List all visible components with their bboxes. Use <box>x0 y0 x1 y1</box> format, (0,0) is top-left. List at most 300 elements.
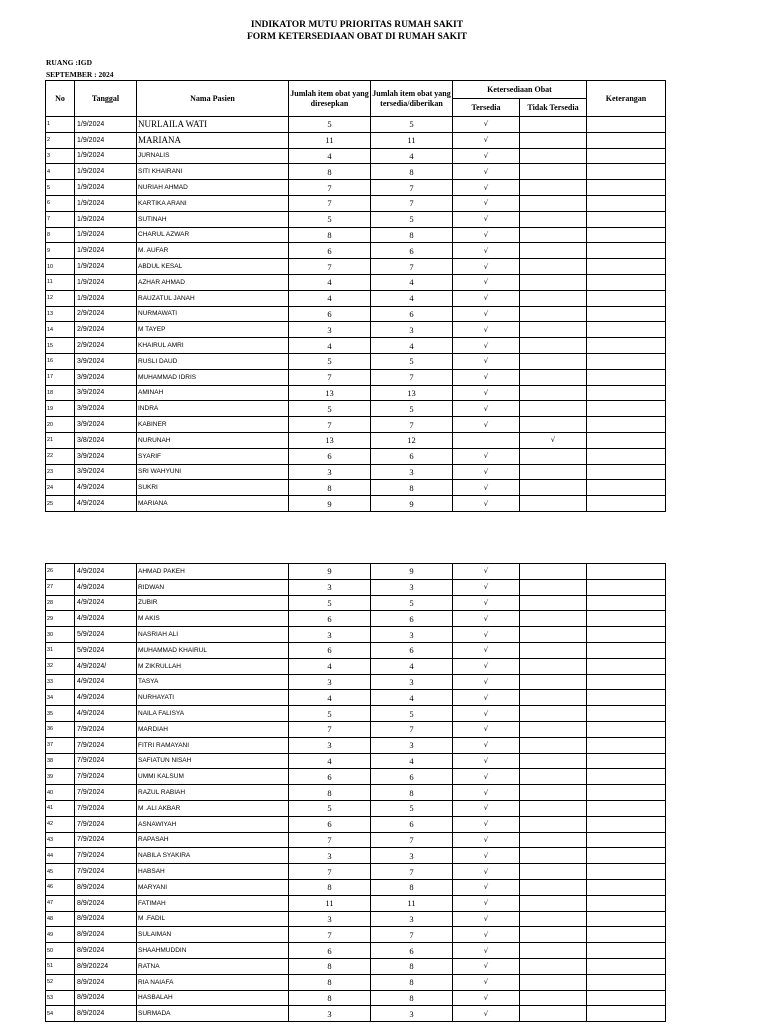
row-no: 28 <box>46 595 75 611</box>
row-jumlah-diresepkan: 6 <box>289 943 371 959</box>
row-jumlah-diresepkan: 13 <box>289 432 371 448</box>
row-tidak-tersedia-check <box>520 627 587 643</box>
table-row <box>46 274 666 290</box>
row-tanggal: 1/9/2024 <box>75 211 137 227</box>
row-jumlah-tersedia: 13 <box>371 385 453 401</box>
row-nama-pasien: ASNAWIYAH <box>137 816 289 832</box>
table-row <box>46 911 666 927</box>
row-no: 9 <box>46 243 75 259</box>
table-row <box>46 832 666 848</box>
row-tidak-tersedia-check <box>520 706 587 722</box>
row-tanggal: 4/9/2024 <box>75 564 137 580</box>
table-row <box>46 690 666 706</box>
row-keterangan <box>587 195 666 211</box>
row-tanggal: 1/9/2024 <box>75 117 137 133</box>
row-keterangan <box>587 338 666 354</box>
row-tersedia-check: √ <box>453 769 520 785</box>
row-keterangan <box>587 895 666 911</box>
row-tidak-tersedia-check <box>520 369 587 385</box>
row-tersedia-check: √ <box>453 974 520 990</box>
row-jumlah-tersedia: 7 <box>371 369 453 385</box>
row-tidak-tersedia-check <box>520 658 587 674</box>
row-tanggal: 1/9/2024 <box>75 164 137 180</box>
row-no: 25 <box>46 496 75 512</box>
row-keterangan <box>587 927 666 943</box>
table-row <box>46 259 666 275</box>
row-nama-pasien: M AKIS <box>137 611 289 627</box>
row-nama-pasien: UMMI KALSUM <box>137 769 289 785</box>
row-nama-pasien: NURLAILA WATI <box>137 117 289 133</box>
row-jumlah-tersedia: 7 <box>371 180 453 196</box>
row-no: 34 <box>46 690 75 706</box>
row-jumlah-tersedia: 3 <box>371 579 453 595</box>
row-nama-pasien: RAUZATUL JANAH <box>137 290 289 306</box>
row-no: 2 <box>46 132 75 148</box>
row-jumlah-diresepkan: 4 <box>289 338 371 354</box>
row-jumlah-diresepkan: 8 <box>289 480 371 496</box>
row-jumlah-tersedia: 6 <box>371 243 453 259</box>
table-row <box>46 595 666 611</box>
row-tidak-tersedia-check <box>520 338 587 354</box>
row-nama-pasien: SUTINAH <box>137 211 289 227</box>
table-row <box>46 769 666 785</box>
row-tersedia-check: √ <box>453 448 520 464</box>
table-row <box>46 658 666 674</box>
row-tersedia-check: √ <box>453 864 520 880</box>
row-tanggal: 2/9/2024 <box>75 322 137 338</box>
row-tanggal: 1/9/2024 <box>75 180 137 196</box>
row-jumlah-diresepkan: 8 <box>289 227 371 243</box>
row-tanggal: 3/9/2024 <box>75 417 137 433</box>
table-row <box>46 737 666 753</box>
table-row <box>46 401 666 417</box>
row-no: 49 <box>46 927 75 943</box>
row-no: 45 <box>46 864 75 880</box>
row-no: 8 <box>46 227 75 243</box>
header-ketersediaan-obat: Ketersediaan Obat <box>453 81 587 99</box>
row-no: 40 <box>46 785 75 801</box>
row-jumlah-diresepkan: 5 <box>289 117 371 133</box>
row-tersedia-check: √ <box>453 611 520 627</box>
row-no: 19 <box>46 401 75 417</box>
table-row <box>46 117 666 133</box>
row-jumlah-tersedia: 3 <box>371 674 453 690</box>
row-jumlah-diresepkan: 3 <box>289 627 371 643</box>
row-tersedia-check: √ <box>453 816 520 832</box>
row-jumlah-tersedia: 7 <box>371 417 453 433</box>
row-jumlah-diresepkan: 7 <box>289 864 371 880</box>
row-nama-pasien: FITRI RAMAYANI <box>137 737 289 753</box>
row-tidak-tersedia-check <box>520 674 587 690</box>
bulan-label: SEPTEMBER : 2024 <box>46 70 114 79</box>
table-row <box>46 611 666 627</box>
table-row <box>46 879 666 895</box>
row-jumlah-diresepkan: 6 <box>289 816 371 832</box>
table-row <box>46 627 666 643</box>
row-no: 30 <box>46 627 75 643</box>
row-jumlah-tersedia: 3 <box>371 464 453 480</box>
row-no: 10 <box>46 259 75 275</box>
row-no: 17 <box>46 369 75 385</box>
row-tersedia-check: √ <box>453 690 520 706</box>
row-jumlah-tersedia: 8 <box>371 164 453 180</box>
row-nama-pasien: CHARUL AZWAR <box>137 227 289 243</box>
row-keterangan <box>587 432 666 448</box>
row-tersedia-check: √ <box>453 785 520 801</box>
row-no: 26 <box>46 564 75 580</box>
row-tidak-tersedia-check <box>520 642 587 658</box>
row-keterangan <box>587 753 666 769</box>
row-nama-pasien: NURMAWATI <box>137 306 289 322</box>
row-tidak-tersedia-check <box>520 1006 587 1022</box>
row-no: 53 <box>46 990 75 1006</box>
row-no: 12 <box>46 290 75 306</box>
row-jumlah-tersedia: 3 <box>371 1006 453 1022</box>
row-tanggal: 7/9/2024 <box>75 753 137 769</box>
row-no: 16 <box>46 353 75 369</box>
row-tersedia-check: √ <box>453 627 520 643</box>
table-row <box>46 564 666 580</box>
row-jumlah-tersedia: 8 <box>371 879 453 895</box>
row-nama-pasien: NURUNAH <box>137 432 289 448</box>
row-keterangan <box>587 496 666 512</box>
row-no: 38 <box>46 753 75 769</box>
row-tanggal: 3/9/2024 <box>75 448 137 464</box>
row-jumlah-diresepkan: 4 <box>289 658 371 674</box>
row-tidak-tersedia-check <box>520 690 587 706</box>
table-row <box>46 243 666 259</box>
row-tidak-tersedia-check <box>520 180 587 196</box>
row-nama-pasien: SAFIATUN NISAH <box>137 753 289 769</box>
row-keterangan <box>587 243 666 259</box>
row-jumlah-diresepkan: 4 <box>289 290 371 306</box>
row-tidak-tersedia-check <box>520 195 587 211</box>
row-no: 32 <box>46 658 75 674</box>
row-keterangan <box>587 353 666 369</box>
row-no: 35 <box>46 706 75 722</box>
row-keterangan <box>587 721 666 737</box>
row-keterangan <box>587 211 666 227</box>
row-nama-pasien: M .FADIL <box>137 911 289 927</box>
row-jumlah-tersedia: 5 <box>371 595 453 611</box>
row-nama-pasien: SULAIMAN <box>137 927 289 943</box>
row-tersedia-check: √ <box>453 496 520 512</box>
row-jumlah-diresepkan: 5 <box>289 353 371 369</box>
row-keterangan <box>587 737 666 753</box>
table-row <box>46 958 666 974</box>
row-no: 27 <box>46 579 75 595</box>
row-keterangan <box>587 117 666 133</box>
row-no: 23 <box>46 464 75 480</box>
row-tanggal: 3/9/2024 <box>75 464 137 480</box>
header-tanggal: Tanggal <box>75 81 137 117</box>
row-nama-pasien: SHAAHMUDDIN <box>137 943 289 959</box>
row-nama-pasien: INDRA <box>137 401 289 417</box>
row-tersedia-check: √ <box>453 369 520 385</box>
medication-table-part2 <box>45 563 666 1022</box>
row-tersedia-check: √ <box>453 148 520 164</box>
row-keterangan <box>587 864 666 880</box>
row-tanggal: 8/9/2024 <box>75 990 137 1006</box>
table-row <box>46 132 666 148</box>
row-keterangan <box>587 690 666 706</box>
row-jumlah-diresepkan: 3 <box>289 674 371 690</box>
table-row <box>46 816 666 832</box>
row-tersedia-check: √ <box>453 674 520 690</box>
table-row <box>46 164 666 180</box>
row-tersedia-check: √ <box>453 564 520 580</box>
row-tidak-tersedia-check <box>520 322 587 338</box>
row-jumlah-diresepkan: 7 <box>289 721 371 737</box>
row-jumlah-tersedia: 7 <box>371 832 453 848</box>
row-keterangan <box>587 164 666 180</box>
row-keterangan <box>587 148 666 164</box>
row-nama-pasien: M ZIKRULLAH <box>137 658 289 674</box>
row-tersedia-check: √ <box>453 706 520 722</box>
row-jumlah-diresepkan: 6 <box>289 448 371 464</box>
row-tidak-tersedia-check <box>520 274 587 290</box>
row-tidak-tersedia-check <box>520 595 587 611</box>
row-no: 36 <box>46 721 75 737</box>
row-keterangan <box>587 579 666 595</box>
table-row <box>46 480 666 496</box>
row-jumlah-diresepkan: 8 <box>289 974 371 990</box>
row-nama-pasien: ZUBIR <box>137 595 289 611</box>
row-jumlah-diresepkan: 8 <box>289 958 371 974</box>
row-jumlah-diresepkan: 7 <box>289 927 371 943</box>
row-tidak-tersedia-check <box>520 353 587 369</box>
row-keterangan <box>587 769 666 785</box>
row-tidak-tersedia-check <box>520 306 587 322</box>
row-keterangan <box>587 658 666 674</box>
row-nama-pasien: HABSAH <box>137 864 289 880</box>
row-tersedia-check: √ <box>453 1006 520 1022</box>
row-tersedia-check: √ <box>453 322 520 338</box>
row-jumlah-tersedia: 7 <box>371 195 453 211</box>
header-no: No <box>46 81 75 117</box>
row-jumlah-tersedia: 3 <box>371 627 453 643</box>
row-tanggal: 1/9/2024 <box>75 259 137 275</box>
row-jumlah-diresepkan: 3 <box>289 911 371 927</box>
row-tidak-tersedia-check <box>520 417 587 433</box>
row-tersedia-check: √ <box>453 401 520 417</box>
row-jumlah-diresepkan: 4 <box>289 274 371 290</box>
row-nama-pasien: M .ALI AKBAR <box>137 800 289 816</box>
row-tanggal: 1/9/2024 <box>75 148 137 164</box>
row-jumlah-tersedia: 4 <box>371 338 453 354</box>
table-row <box>46 753 666 769</box>
table-row <box>46 706 666 722</box>
row-no: 29 <box>46 611 75 627</box>
table-row <box>46 864 666 880</box>
table-row <box>46 974 666 990</box>
row-tanggal: 7/9/2024 <box>75 832 137 848</box>
row-jumlah-diresepkan: 4 <box>289 148 371 164</box>
row-tersedia-check: √ <box>453 132 520 148</box>
table-row <box>46 211 666 227</box>
row-tersedia-check: √ <box>453 274 520 290</box>
row-no: 21 <box>46 432 75 448</box>
row-jumlah-diresepkan: 6 <box>289 611 371 627</box>
row-tanggal: 3/9/2024 <box>75 401 137 417</box>
table-row <box>46 338 666 354</box>
row-tersedia-check: √ <box>453 927 520 943</box>
row-tersedia-check: √ <box>453 259 520 275</box>
row-tersedia-check: √ <box>453 353 520 369</box>
row-no: 5 <box>46 180 75 196</box>
row-nama-pasien: KABINER <box>137 417 289 433</box>
row-tidak-tersedia-check <box>520 927 587 943</box>
table-row <box>46 432 666 448</box>
row-tidak-tersedia-check <box>520 401 587 417</box>
table-row <box>46 848 666 864</box>
row-keterangan <box>587 627 666 643</box>
row-tersedia-check: √ <box>453 306 520 322</box>
table-row <box>46 195 666 211</box>
row-jumlah-diresepkan: 6 <box>289 642 371 658</box>
row-tersedia-check: √ <box>453 595 520 611</box>
row-tidak-tersedia-check <box>520 816 587 832</box>
row-jumlah-diresepkan: 4 <box>289 753 371 769</box>
row-no: 14 <box>46 322 75 338</box>
row-tersedia-check: √ <box>453 721 520 737</box>
table-row <box>46 227 666 243</box>
header-jumlah-tersedia: Jumlah item obat yang tersedia/diberikan <box>371 81 453 117</box>
row-jumlah-diresepkan: 9 <box>289 496 371 512</box>
row-tidak-tersedia-check <box>520 464 587 480</box>
row-tersedia-check: √ <box>453 642 520 658</box>
row-jumlah-tersedia: 7 <box>371 721 453 737</box>
row-no: 24 <box>46 480 75 496</box>
table-row <box>46 721 666 737</box>
row-no: 43 <box>46 832 75 848</box>
row-tidak-tersedia-check <box>520 227 587 243</box>
row-nama-pasien: HASBALAH <box>137 990 289 1006</box>
row-tanggal: 4/9/2024 <box>75 706 137 722</box>
row-tidak-tersedia-check <box>520 564 587 580</box>
row-nama-pasien: RAPASAH <box>137 832 289 848</box>
row-no: 7 <box>46 211 75 227</box>
row-keterangan <box>587 564 666 580</box>
row-tanggal: 3/9/2024 <box>75 369 137 385</box>
row-keterangan <box>587 674 666 690</box>
row-tanggal: 8/9/2024 <box>75 974 137 990</box>
row-no: 37 <box>46 737 75 753</box>
row-no: 42 <box>46 816 75 832</box>
row-jumlah-diresepkan: 3 <box>289 848 371 864</box>
row-jumlah-diresepkan: 3 <box>289 322 371 338</box>
row-jumlah-tersedia: 3 <box>371 848 453 864</box>
row-tersedia-check: √ <box>453 338 520 354</box>
row-tersedia-check: √ <box>453 911 520 927</box>
row-tidak-tersedia-check: √ <box>520 432 587 448</box>
form-title-line1: INDIKATOR MUTU PRIORITAS RUMAH SAKIT <box>250 20 464 30</box>
row-tanggal: 8/9/2024 <box>75 1006 137 1022</box>
row-tanggal: 2/9/2024 <box>75 338 137 354</box>
row-jumlah-tersedia: 8 <box>371 990 453 1006</box>
row-jumlah-tersedia: 3 <box>371 911 453 927</box>
row-tanggal: 8/9/2024 <box>75 927 137 943</box>
row-keterangan <box>587 448 666 464</box>
row-tanggal: 8/9/2024 <box>75 879 137 895</box>
row-tanggal: 7/9/2024 <box>75 848 137 864</box>
row-keterangan <box>587 306 666 322</box>
row-tersedia-check: √ <box>453 164 520 180</box>
row-tidak-tersedia-check <box>520 290 587 306</box>
row-no: 51 <box>46 958 75 974</box>
row-tanggal: 5/9/2024 <box>75 627 137 643</box>
row-keterangan <box>587 274 666 290</box>
row-no: 50 <box>46 943 75 959</box>
row-keterangan <box>587 369 666 385</box>
row-keterangan <box>587 879 666 895</box>
row-tersedia-check: √ <box>453 737 520 753</box>
row-jumlah-tersedia: 4 <box>371 274 453 290</box>
row-tidak-tersedia-check <box>520 769 587 785</box>
row-nama-pasien: KARTIKA ARANI <box>137 195 289 211</box>
row-nama-pasien: SYARIF <box>137 448 289 464</box>
row-nama-pasien: SRI WAHYUNI <box>137 464 289 480</box>
row-jumlah-tersedia: 5 <box>371 117 453 133</box>
row-nama-pasien: FATIMAH <box>137 895 289 911</box>
row-keterangan <box>587 259 666 275</box>
row-tanggal: 4/9/2024 <box>75 579 137 595</box>
row-jumlah-diresepkan: 3 <box>289 464 371 480</box>
row-jumlah-tersedia: 12 <box>371 432 453 448</box>
row-tidak-tersedia-check <box>520 611 587 627</box>
row-jumlah-tersedia: 8 <box>371 974 453 990</box>
row-no: 52 <box>46 974 75 990</box>
row-keterangan <box>587 958 666 974</box>
table-row <box>46 927 666 943</box>
row-tanggal: 8/9/2024 <box>75 943 137 959</box>
row-nama-pasien: ABDUL KESAL <box>137 259 289 275</box>
row-jumlah-diresepkan: 5 <box>289 211 371 227</box>
row-tanggal: 7/9/2024 <box>75 737 137 753</box>
row-tersedia-check: √ <box>453 753 520 769</box>
row-keterangan <box>587 180 666 196</box>
row-tersedia-check: √ <box>453 195 520 211</box>
table-row <box>46 148 666 164</box>
row-nama-pasien: MUHAMMAD KHAIRUL <box>137 642 289 658</box>
row-no: 15 <box>46 338 75 354</box>
table-row <box>46 895 666 911</box>
row-tersedia-check: √ <box>453 658 520 674</box>
row-nama-pasien: RIA NAIAFA <box>137 974 289 990</box>
row-keterangan <box>587 417 666 433</box>
row-jumlah-tersedia: 5 <box>371 353 453 369</box>
row-jumlah-diresepkan: 7 <box>289 369 371 385</box>
row-tidak-tersedia-check <box>520 243 587 259</box>
row-jumlah-tersedia: 5 <box>371 706 453 722</box>
header-tidak-tersedia: Tidak Tersedia <box>520 99 587 117</box>
row-jumlah-tersedia: 11 <box>371 132 453 148</box>
row-keterangan <box>587 290 666 306</box>
row-keterangan <box>587 401 666 417</box>
row-tanggal: 1/9/2024 <box>75 227 137 243</box>
row-nama-pasien: RAZUL RABIAH <box>137 785 289 801</box>
row-keterangan <box>587 974 666 990</box>
row-keterangan <box>587 800 666 816</box>
table-row <box>46 369 666 385</box>
row-nama-pasien: MARDIAH <box>137 721 289 737</box>
table-row <box>46 464 666 480</box>
ruang-label: RUANG :IGD <box>46 58 93 67</box>
row-jumlah-tersedia: 7 <box>371 259 453 275</box>
row-tersedia-check: √ <box>453 895 520 911</box>
row-nama-pasien: MUHAMMAD IDRIS <box>137 369 289 385</box>
row-tanggal: 4/9/2024 <box>75 674 137 690</box>
